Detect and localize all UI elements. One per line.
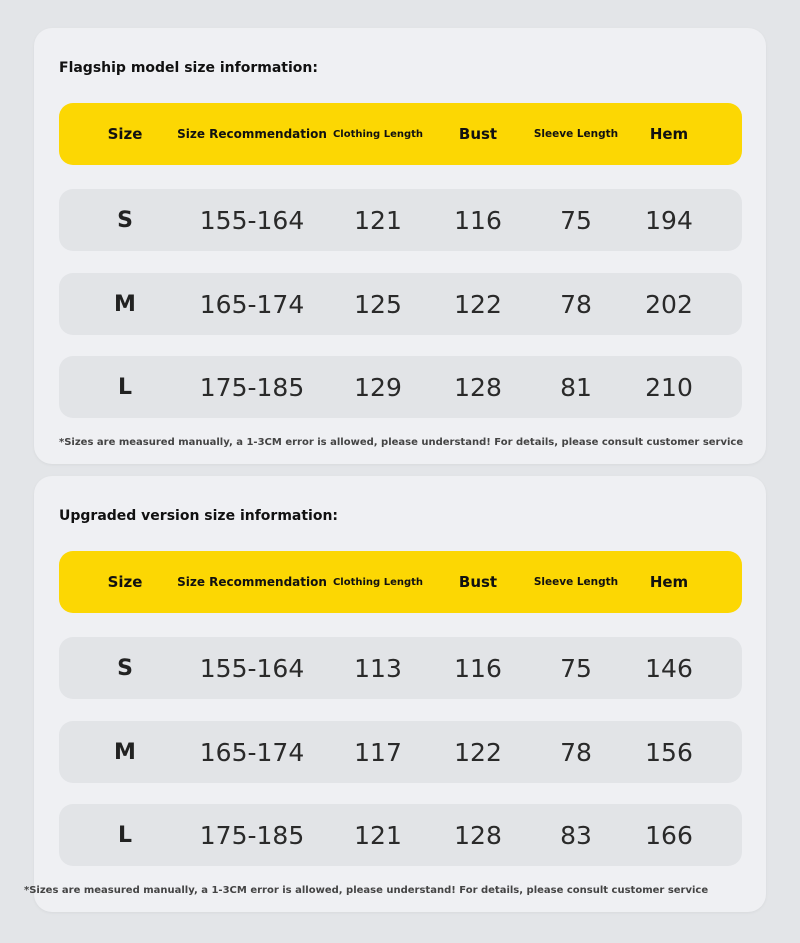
measurement-note: *Sizes are measured manually, a 1-3CM error is allowed, please understand! For details, please consult customer service	[59, 437, 744, 448]
cell-size-recommendation: 165-174	[199, 737, 305, 767]
header-bust: Bust	[458, 573, 498, 591]
cell-sleeve-length: 78	[560, 289, 592, 319]
table-row	[59, 356, 742, 418]
cell-bust: 116	[454, 205, 502, 235]
cell-bust: 122	[454, 289, 502, 319]
cell-size: S	[117, 207, 133, 233]
cell-clothing-length: 125	[354, 289, 402, 319]
cell-size: L	[117, 374, 133, 400]
header-size-recommendation: Size Recommendation	[177, 127, 327, 141]
header-sleeve-length: Sleeve Length	[533, 576, 619, 588]
header-size: Size	[107, 125, 143, 143]
cell-bust: 128	[454, 820, 502, 850]
header-bust: Bust	[458, 125, 498, 143]
cell-clothing-length: 129	[354, 372, 402, 402]
card-title: Flagship model size information:	[59, 60, 318, 76]
table-header	[59, 551, 742, 613]
cell-size: M	[114, 739, 136, 765]
cell-bust: 116	[454, 653, 502, 683]
table-row	[59, 189, 742, 251]
cell-size: M	[114, 291, 136, 317]
cell-sleeve-length: 75	[560, 205, 592, 235]
cell-size-recommendation: 175-185	[199, 820, 305, 850]
cell-size-recommendation: 165-174	[199, 289, 305, 319]
cell-sleeve-length: 75	[560, 653, 592, 683]
cell-sleeve-length: 83	[560, 820, 592, 850]
header-hem: Hem	[649, 125, 689, 143]
card-title: Upgraded version size information:	[59, 508, 339, 524]
cell-clothing-length: 121	[354, 820, 402, 850]
cell-size-recommendation: 175-185	[199, 372, 305, 402]
table-row	[59, 804, 742, 866]
table-row	[59, 273, 742, 335]
cell-hem: 202	[645, 289, 693, 319]
header-size: Size	[107, 573, 143, 591]
cell-sleeve-length: 81	[560, 372, 592, 402]
header-hem: Hem	[649, 573, 689, 591]
cell-bust: 122	[454, 737, 502, 767]
table-row	[59, 637, 742, 699]
cell-clothing-length: 117	[354, 737, 402, 767]
cell-hem: 166	[645, 820, 693, 850]
cell-sleeve-length: 78	[560, 737, 592, 767]
cell-clothing-length: 113	[354, 653, 402, 683]
size-card-upgraded	[24, 476, 766, 912]
cell-clothing-length: 121	[354, 205, 402, 235]
header-clothing-length: Clothing Length	[332, 576, 424, 588]
cell-hem: 210	[645, 372, 693, 402]
cell-size-recommendation: 155-164	[199, 205, 305, 235]
cell-size: L	[117, 822, 133, 848]
cell-hem: 194	[645, 205, 693, 235]
header-sleeve-length: Sleeve Length	[533, 128, 619, 140]
header-size-recommendation: Size Recommendation	[177, 575, 327, 589]
cell-size-recommendation: 155-164	[199, 653, 305, 683]
cell-hem: 156	[645, 737, 693, 767]
table-header	[59, 103, 742, 165]
measurement-note: *Sizes are measured manually, a 1-3CM error is allowed, please understand! For details, please consult customer service	[24, 885, 709, 896]
cell-bust: 128	[454, 372, 502, 402]
size-card-flagship	[34, 28, 766, 464]
header-clothing-length: Clothing Length	[332, 128, 424, 140]
cell-size: S	[117, 655, 133, 681]
table-row	[59, 721, 742, 783]
cell-hem: 146	[645, 653, 693, 683]
